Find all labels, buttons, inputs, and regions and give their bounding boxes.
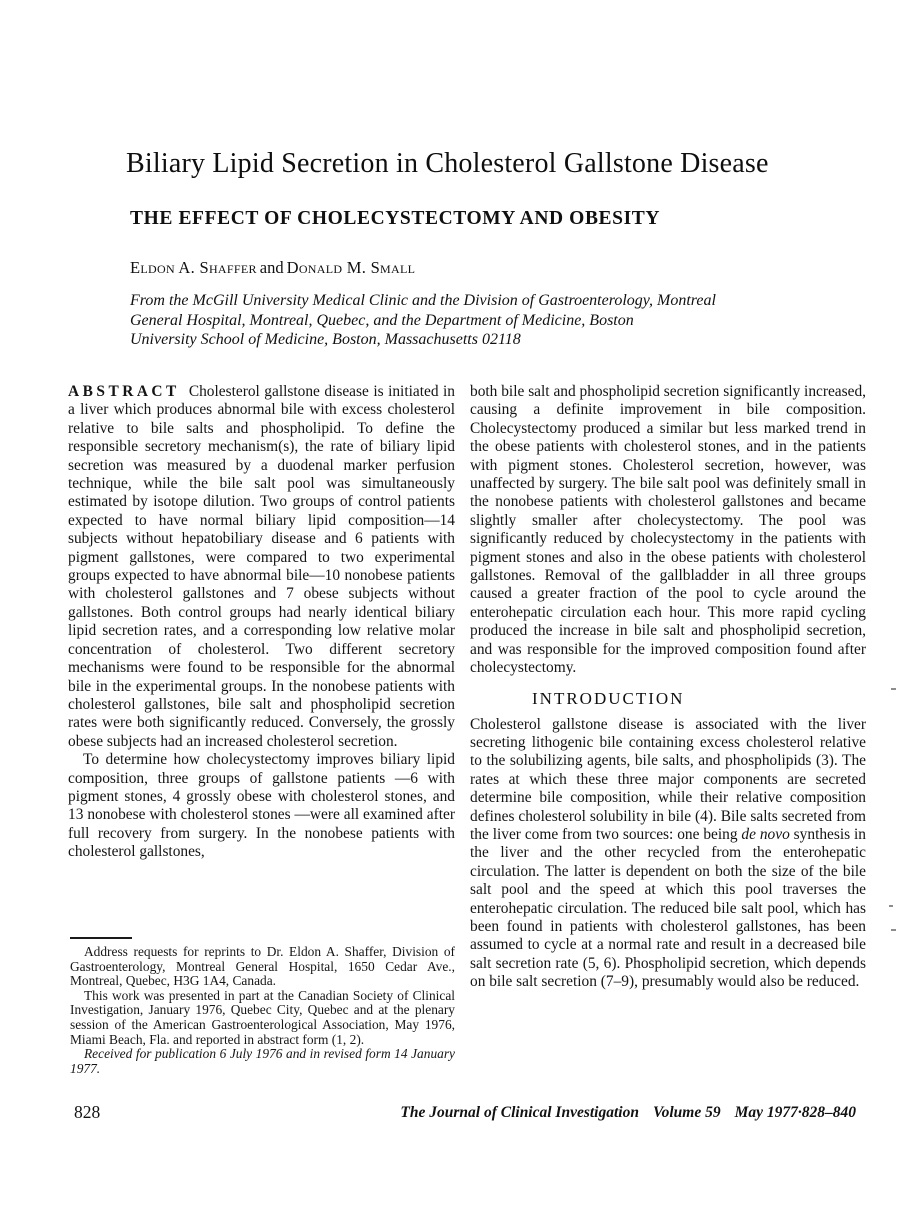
affiliation-line-1: From the McGill University Medical Clinic and the Division of Gastroenterology, Montreal: [130, 292, 716, 309]
journal-name: The Journal of Clinical Investigation: [400, 1104, 639, 1121]
left-column: [68, 383, 455, 862]
scan-artifact: [889, 905, 893, 907]
abstract-label: ABSTRACT: [68, 383, 180, 400]
introduction-heading: INTRODUCTION: [532, 688, 685, 708]
right-column: [470, 383, 866, 992]
introduction-paragraph: [470, 716, 866, 992]
abstract-paragraph-1: [68, 383, 455, 751]
footnote-separator-rule: [70, 937, 132, 939]
introduction-text-before: Cholesterol gallstone disease is associated with the liver secreting lithogenic bile containing excess cholesterol relative to the solubilizing agents, bile salts, and phospholipids (3). The rates at which these three major components are secreted determine bile composition, while their relative composition defines cholesterol solubility in bile (4). Bile salts secreted from the liver come from two sources: one being: [470, 715, 866, 843]
article-subtitle: THE EFFECT OF CHOLECYSTECTOMY AND OBESITY: [130, 208, 661, 229]
footnote-block: [70, 945, 455, 1076]
abstract-paragraph-3: both bile salt and phospholipid secretion significantly increased, causing a definite improvement in bile composition. Cholecystectomy produced a similar but less marked trend in the obese patients with cholesterol stones, and in the patients with pigment stones. Cholesterol secretion, however, was unaffected by surgery. The bile salt pool was definitely small in the nonobese patients with cholesterol gallstones and became slightly smaller after cholecystectomy. The pool was significantly reduced by cholecystectomy in the patients with pigment stones and also in the obese patients with cholesterol gallstones. Removal of the gallbladder in all three groups caused a greater fraction of the pool to cycle around the enterohepatic circulation each hour. This more rapid cycling produced the increase in bile salt and phospholipid secretion, and was responsible for the improved composition found after cholecystectomy.: [470, 383, 866, 677]
abstract-paragraph-2: To determine how cholecystectomy improves biliary lipid composition, three groups of gallstone patients —6 with pigment stones, 4 grossly obese with cholesterol stones, and 13 nonobese with cholesterol stones —were all examined after full recovery from surgery. In the nonobese patients with cholesterol gallstones,: [68, 751, 455, 861]
footnote-presented: This work was presented in part at the Canadian Society of Clinical Investigation, January 1976, Quebec City, Quebec and at the plenary session of the American Gastroenterological Association, May 1976, Miami Beach, Fla. and reported in abstract form (1, 2).: [70, 987, 455, 1047]
affiliation-block: [130, 291, 810, 350]
article-title: Biliary Lipid Secretion in Cholesterol Gallstone Disease: [126, 148, 769, 179]
author-name-2: Donald M. Small: [286, 258, 416, 277]
affiliation-line-2: General Hospital, Montreal, Quebec, and the Department of Medicine, Boston: [130, 311, 634, 329]
introduction-text-after: synthesis in the liver and the other recycled from the enterohepatic circulation. The latter is dependent on both the size of the bile salt pool and the speed at which this pool traverses the enterohepatic circulation. The reduced bile salt pool, which has been found in patients with cholesterol gallstones, has been assumed to cycle at a normal rate and result in a decreased bile salt secretion rate (5, 6). Phospholipid secretion, which depends on bile salt secretion (7–9), presumably would also be reduced.: [470, 825, 866, 991]
de-novo-term: de novo: [741, 825, 790, 843]
scan-artifact: [891, 688, 896, 690]
journal-volume: Volume 59: [652, 1104, 721, 1121]
journal-citation: [340, 1104, 856, 1122]
author-name-1: Eldon A. Shaffer: [130, 258, 257, 277]
footnote-received: Received for publication 6 July 1976 and in revised form 14 January 1977.: [70, 1046, 455, 1076]
authors-separator: and: [259, 258, 284, 277]
journal-issue-pages: May 1977·828–840: [734, 1104, 856, 1121]
abstract-paragraph-1-text: Cholesterol gallstone disease is initiated in a liver which produces abnormal bile with excess cholesterol relative to bile salts and phospholipid. To define the responsible secretory mechanism(s), the rate of biliary lipid secretion was measured by a duodenal marker perfusion technique, while the bile salt pool was simultaneously estimated by isotope dilution. Two groups of control patients expected to have normal biliary lipid composition—14 subjects without hepatobiliary disease and 6 patients with pigment gallstones, were compared to two experimental groups expected to have abnormal bile—10 nonobese patients with cholesterol gallstones and 7 obese subjects without gallstones. Both control groups had nearly identical biliary lipid secretion rates, and a corresponding low relative molar concentration of cholesterol. Two different secretory mechanisms were found to be responsible for the abnormal bile in the experimental groups. In the nonobese patients with cholesterol gallstones, bile salt and phospholipid secretion rates were both significantly reduced. Conversely, the grossly obese subjects had an increased cholesterol secretion.: [68, 383, 455, 750]
footnote-reprints: Address requests for reprints to Dr. Eldon A. Shaffer, Division of Gastroenterology, Montreal General Hospital, 1650 Cedar Ave., Montreal, Quebec, H3G 1A4, Canada.: [70, 944, 455, 989]
authors-line: [130, 259, 730, 277]
page-number: 828: [74, 1102, 101, 1122]
affiliation-line-3: University School of Medicine, Boston, Massachusetts 02118: [130, 331, 521, 349]
scan-artifact: [891, 929, 896, 931]
